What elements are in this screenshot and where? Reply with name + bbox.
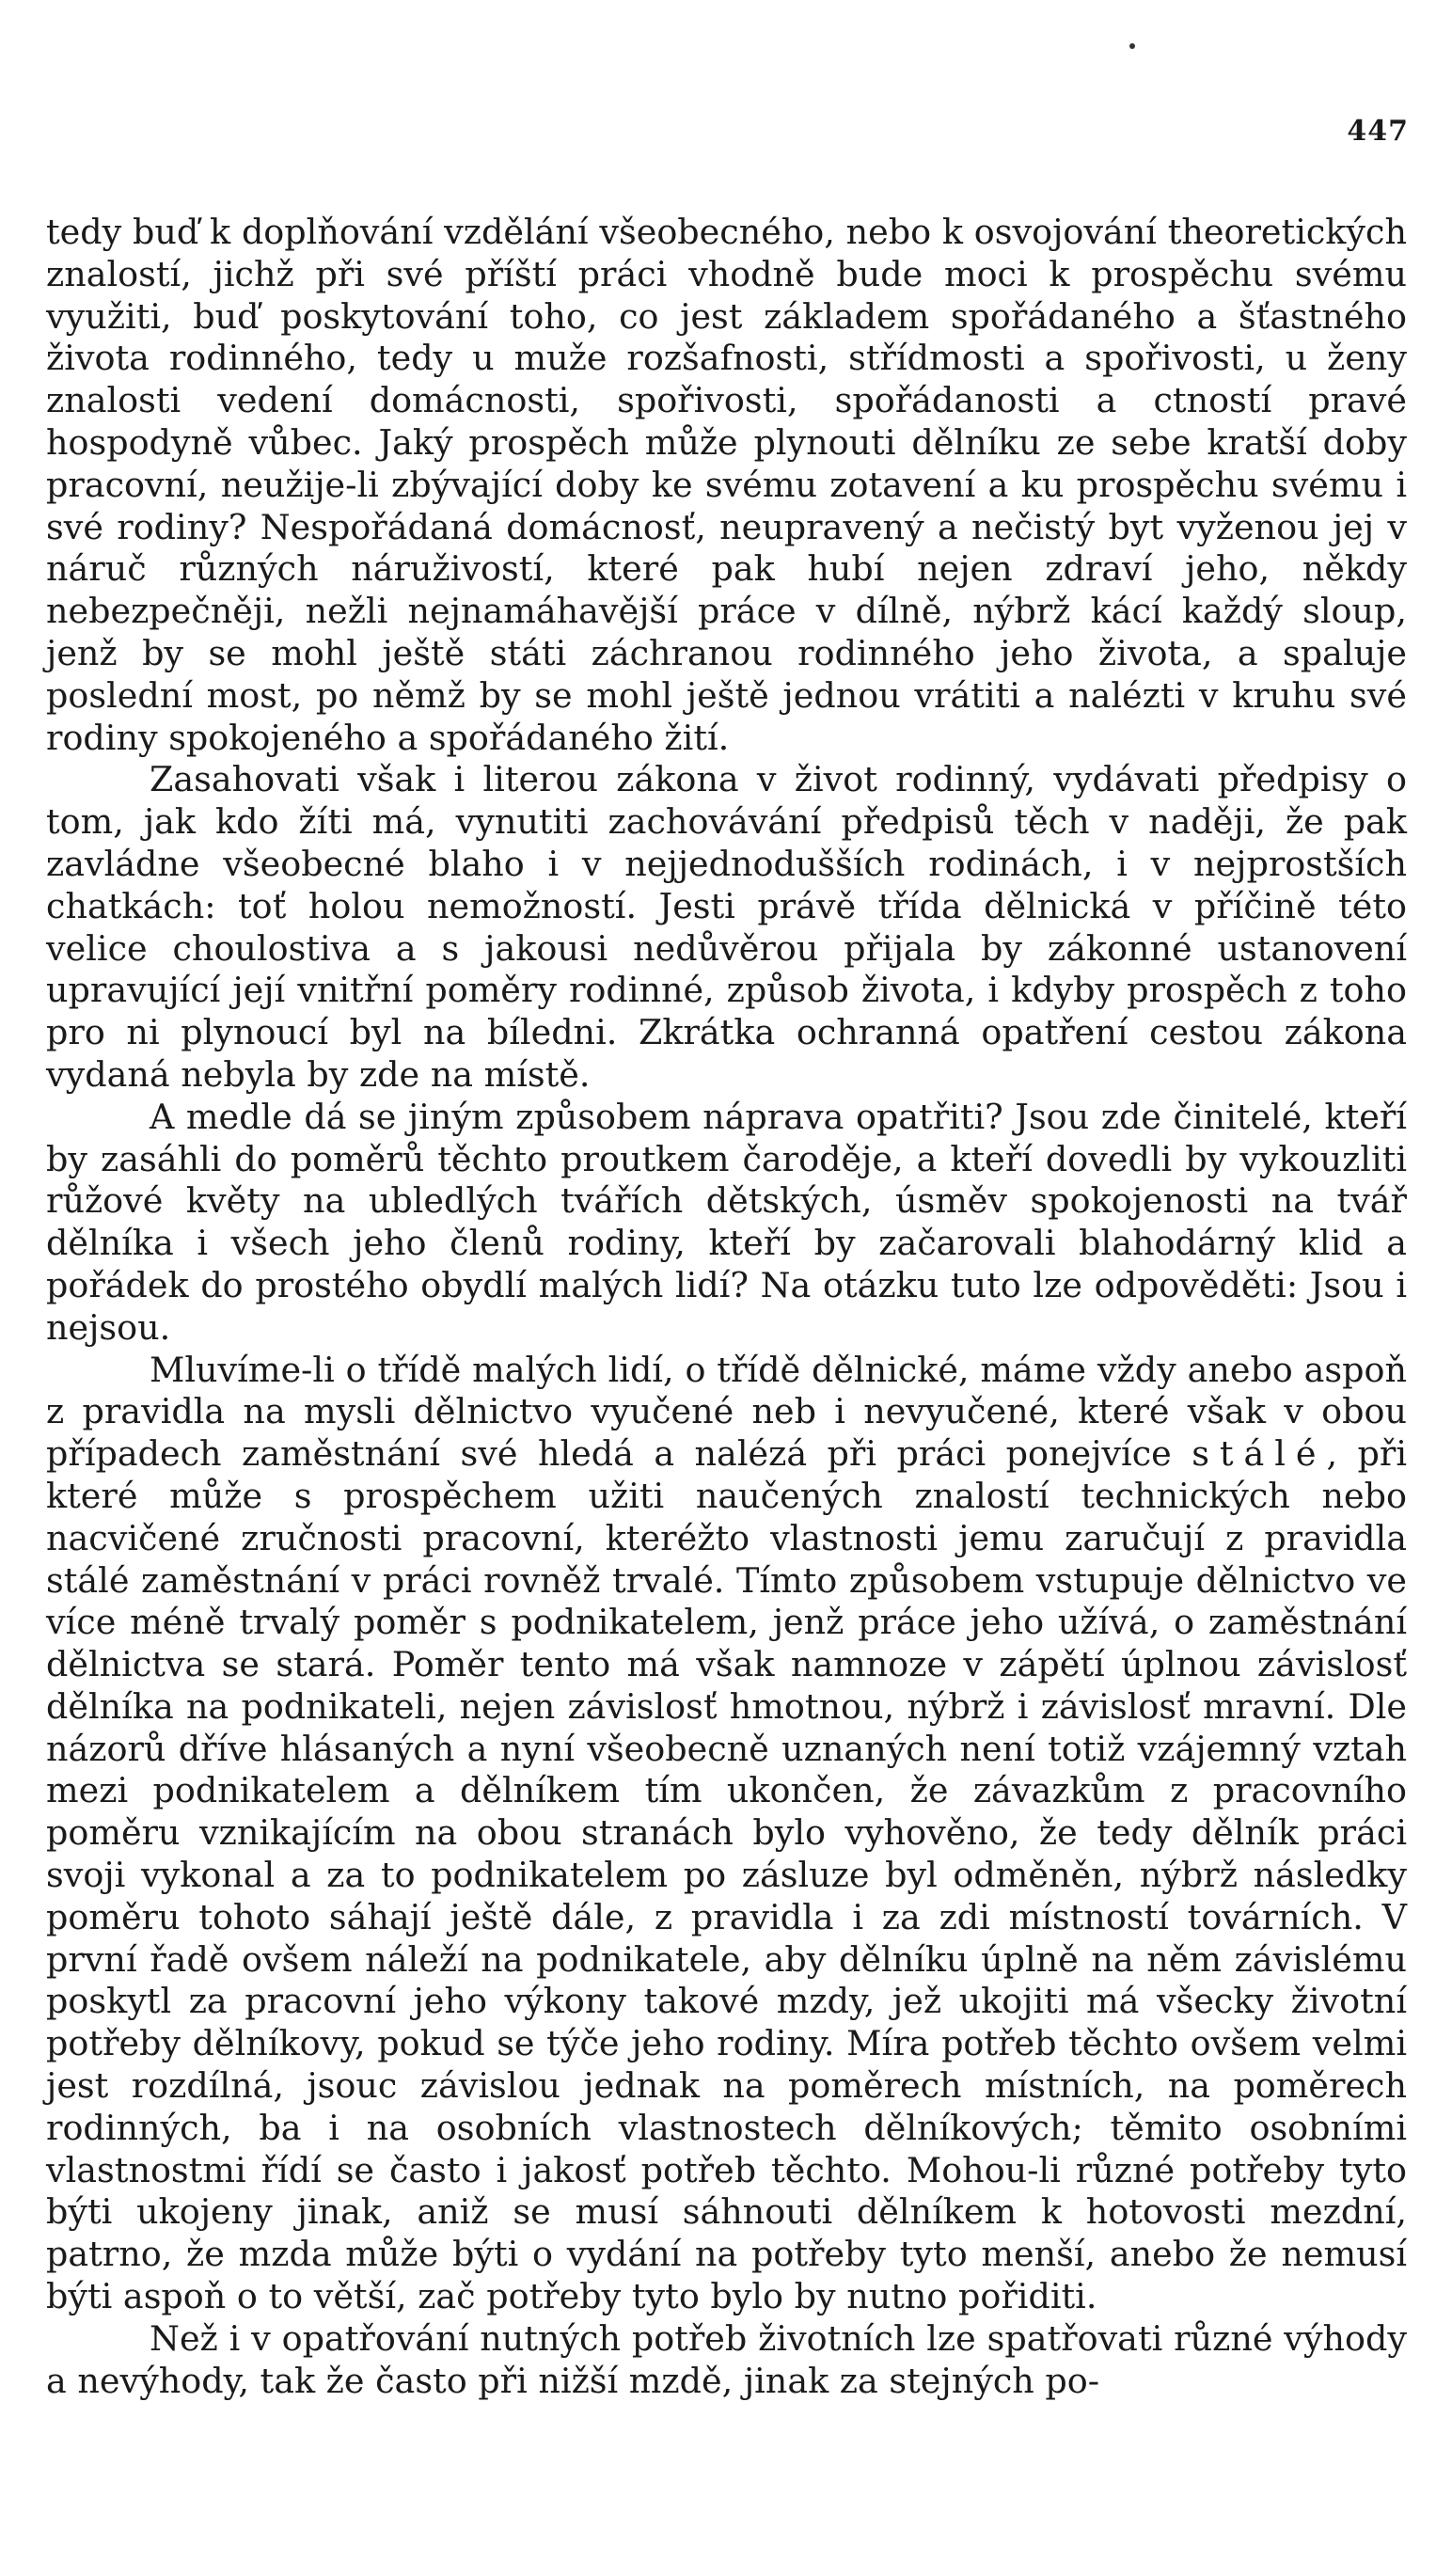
page-speck [1129,43,1135,49]
document-body [46,212,1407,2402]
paragraph-2: Zasahovati však i literou zákona v život rodinný, vydávati předpisy o tom, jak kdo žíti má, vynutiti zachovávání předpisů těch v naději, že pak zavládne všeobecné blaho i v nejjednodušších rodinách, i v nejprostších chatkách: toť holou nemožností. Jesti právě třída dělnická v příčině této velice choulostiva a s jakousi nedůvěrou přijala by zákonné ustanovení upravující její vnitřní poměry rodinné, způsob života, i kdyby prospěch z toho pro ni plynoucí byl na bíledni. Zkrátka ochranná opatření cestou zákona vydaná nebyla by zde na místě. [46,759,1407,1095]
paragraph-4-text-after: , při které může s prospěchem užiti naučených znalostí technických nebo nacvičené zručnosti pracovní, kteréžto vlastnosti jemu zaručují z pravidla stálé zaměstnání v práci rovněž trvalé. Tímto způsobem vstupuje dělnictvo ve více méně trvalý poměr s podnikatelem, jenž práce jeho užívá, o zaměstnání dělnictva se stará. Poměr tento má však namnoze v zápětí úplnou závislosť dělníka na podnikateli, nejen závislosť hmotnou, nýbrž i závislosť mravní. Dle názorů dříve hlásaných a nyní všeobecně uznaných není totiž vzájemný vztah mezi podnikatelem a dělníkem tím ukončen, že závazkům z pracovního poměru vznikajícím na obou stranách bylo vyhověno, že tedy dělník práci svoji vykonal a za to podnikatelem po zásluze byl odměněn, nýbrž následky poměru tohoto sáhají ještě dále, z pravidla i za zdi místností továrních. V první řadě ovšem náleží na podnikatele, aby dělníku úplně na něm závislému poskytl za pracovní jeho výkony takové mzdy, jež ukojiti má všecky životní potřeby dělníkovy, pokud se týče jeho rodiny. Míra potřeb těchto ovšem velmi jest rozdílná, jsouc závislou jednak na poměrech místních, na poměrech rodinných, ba i na osobních vlastnostech dělníkových; těmito osobními vlastnostmi řídí se často i jakosť potřeb těchto. Mohou-li různé potřeby tyto býti ukojeny jinak, aniž se musí sáhnouti dělníkem k hotovosti mezdní, patrno, že mzda může býti o vydání na potřeby tyto menší, anebo že nemusí býti aspoň o to větší, zač potřeby tyto bylo by nutno pořiditi. [46,1433,1407,2317]
page-number: 447 [1347,115,1409,148]
paragraph-4-text-before: Mluvíme-li o třídě malých lidí, o třídě dělnické, máme vždy anebo aspoň z pravidla na mysli dělnictvo vyučené neb i nevyučené, které však v obou případech zaměstnání své hledá a nalézá při práci ponejvíce [46,1349,1407,1475]
paragraph-4 [46,1350,1407,2318]
paragraph-4-emphasis: stálé [1192,1433,1327,1475]
paragraph-5: Než i v opatřování nutných potřeb životních lze spatřovati různé výhody a nevýhody, tak že často při nižší mzdě, jinak za stejných po- [46,2317,1407,2401]
paragraph-3: A medle dá se jiným způsobem náprava opatřiti? Jsou zde činitelé, kteří by zasáhli do poměrů těchto proutkem čaroděje, a kteří dovedli by vykouzliti růžové květy na ubledlých tvářích dětských, úsměv spokojenosti na tvář dělníka i všech jeho členů rodiny, kteří by začarovali blahodárný klid a pořádek do prostého obydlí malých lidí? Na otázku tuto lze odpověděti: Jsou i nejsou. [46,1096,1407,1348]
paragraph-1: tedy buď k doplňování vzdělání všeobecného, nebo k osvojování theoretických znalostí, jichž při své příští práci vhodně bude moci k prospěchu svému využiti, buď poskytování toho, co jest základem spořádaného a šťastného života rodinného, tedy u muže rozšafnosti, střídmosti a spořivosti, u ženy znalosti vedení domácnosti, spořivosti, spořádanosti a ctností pravé hospodyně vůbec. Jaký prospěch může plynouti dělníku ze sebe kratší doby pracovní, neužije-li zbývající doby ke svému zotavení a ku prospěchu svému i své rodiny? Nespořádaná domácnosť, neupravený a nečistý byt vyženou jej v náruč různých náruživostí, které pak hubí nejen zdraví jeho, někdy nebezpečněji, nežli nejnamáhavější práce v dílně, nýbrž kácí každý sloup, jenž by se mohl ještě státi záchranou rodinného jeho života, a spaluje poslední most, po němž by se mohl ještě jednou vrátiti a nalézti v kruhu své rodiny spokojeného a spořádaného žití. [46,212,1407,758]
